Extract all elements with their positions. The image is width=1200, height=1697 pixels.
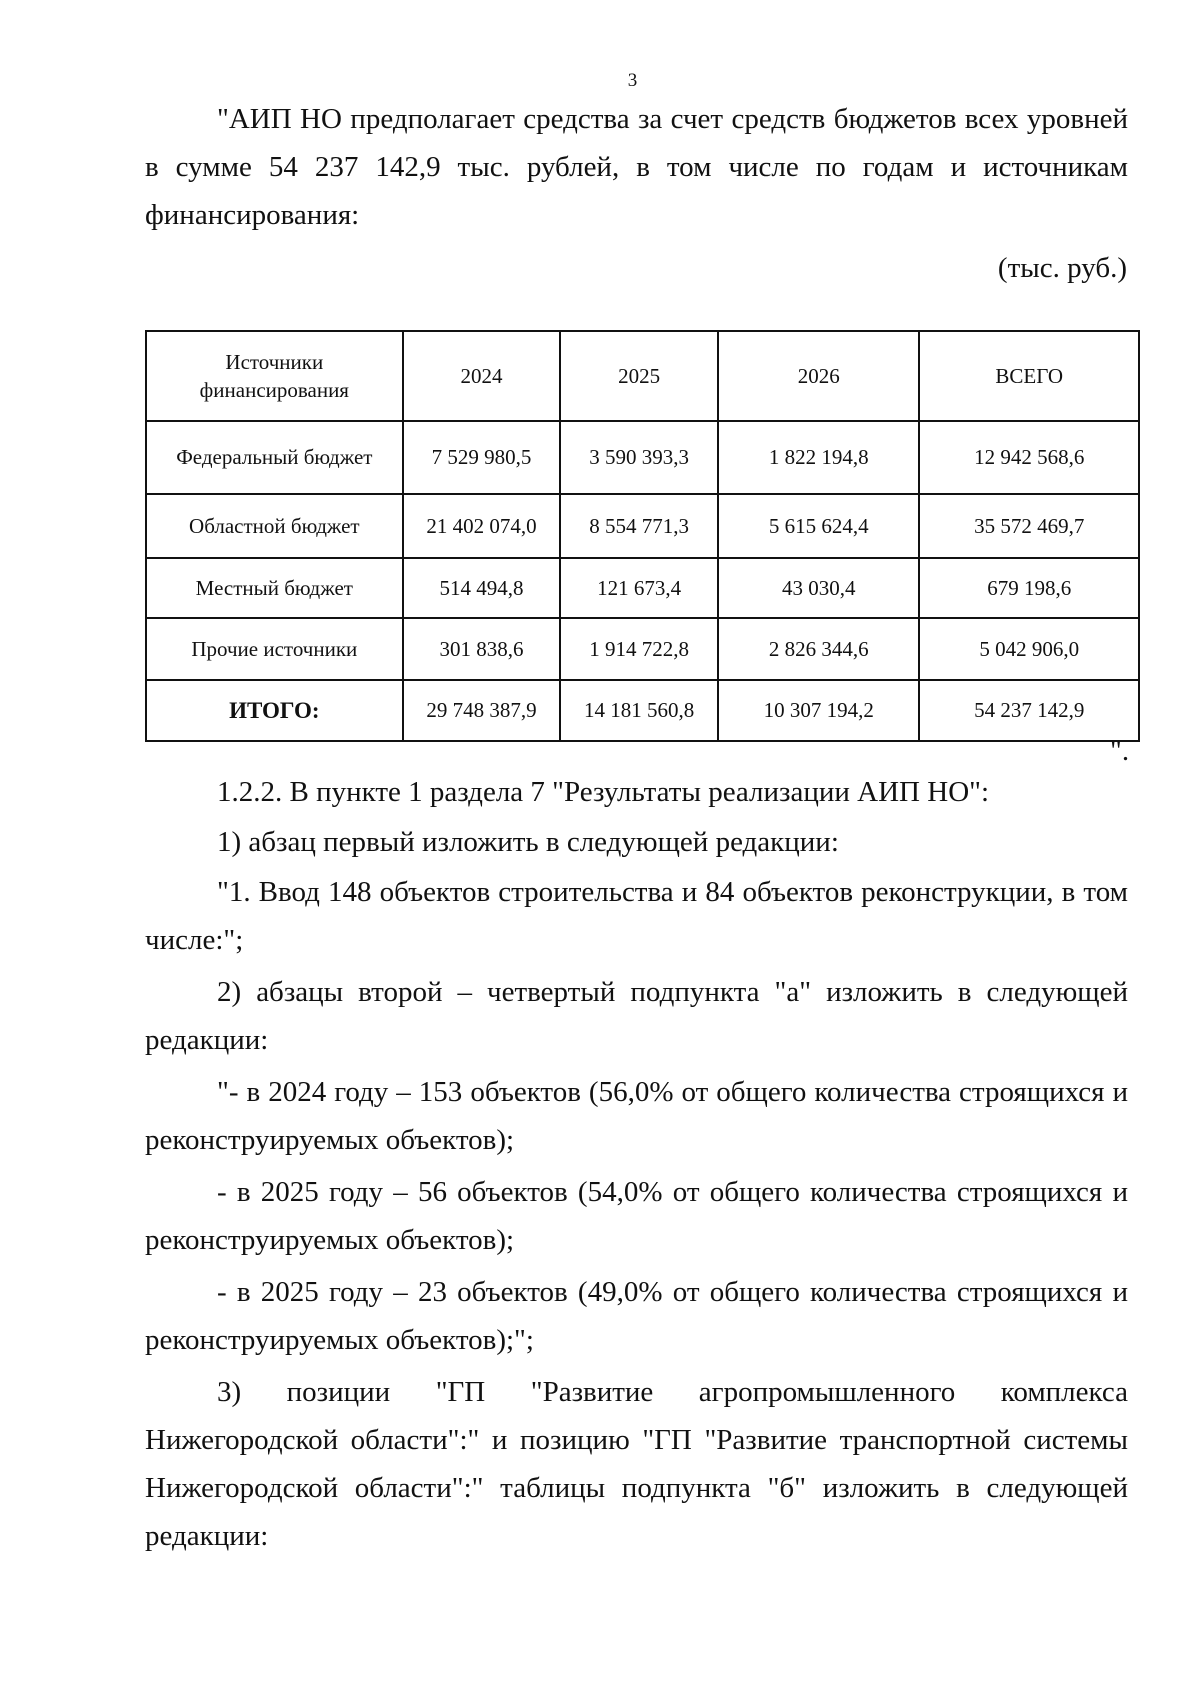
table-cell: 21 402 074,0 xyxy=(403,494,561,558)
row-label: Федеральный бюджет xyxy=(146,421,403,494)
paragraph-item-3: 3) позиции "ГП "Развитие агропромышленного комплекса Нижегородской области":" и позицию "ГП "Развитие транспортной системы Нижегородской области":" таблицы подпункта "б" изложить в следующей редакции: xyxy=(145,1376,1128,1552)
table-cell: 8 554 771,3 xyxy=(560,494,718,558)
table-cell: 1 914 722,8 xyxy=(560,618,718,680)
paragraph-item-2: 2) абзацы второй – четвертый подпункта "а" изложить в следующей редакции: xyxy=(145,976,1128,1056)
table-cell: 3 590 393,3 xyxy=(560,421,718,494)
table-cell: 2 826 344,6 xyxy=(718,618,920,680)
table-cell: 301 838,6 xyxy=(403,618,561,680)
paragraph-quote-1: "1. Ввод 148 объектов строительства и 84 объектов реконструкции, в том числе:"; xyxy=(145,876,1128,956)
header-cell: ВСЕГО xyxy=(919,331,1139,421)
table-row xyxy=(146,494,1139,558)
row-label: Областной бюджет xyxy=(146,494,403,558)
table-cell: 35 572 469,7 xyxy=(919,494,1139,558)
paragraph-year-2024: "- в 2024 году – 153 объектов (56,0% от общего количества строящихся и реконструируемых объектов); xyxy=(145,1076,1128,1156)
total-label: ИТОГО: xyxy=(146,680,403,741)
paragraph-year-2025-a: - в 2025 году – 56 объектов (54,0% от общего количества строящихся и реконструируемых объектов); xyxy=(145,1176,1128,1256)
units-label: (тыс. руб.) xyxy=(997,252,1127,284)
row-label: Прочие источники xyxy=(146,618,403,680)
intro-paragraph: "АИП НО предполагает средства за счет средств бюджетов всех уровней в сумме 54 237 142,9 тыс. рублей, в том числе по годам и источникам финансирования: xyxy=(145,103,1128,231)
table-cell: 679 198,6 xyxy=(919,558,1139,618)
table-cell: 43 030,4 xyxy=(718,558,920,618)
table-header-row xyxy=(146,331,1139,421)
table-row xyxy=(146,421,1139,494)
table-cell: 7 529 980,5 xyxy=(403,421,561,494)
paragraph-1-2-2: 1.2.2. В пункте 1 раздела 7 "Результаты реализации АИП НО": xyxy=(217,776,990,808)
table-cell: 5 615 624,4 xyxy=(718,494,920,558)
row-label: Местный бюджет xyxy=(146,558,403,618)
header-cell: Источники финансирования xyxy=(146,331,403,421)
table-row xyxy=(146,558,1139,618)
table-cell: 29 748 387,9 xyxy=(403,680,561,741)
table-cell: 121 673,4 xyxy=(560,558,718,618)
table-cell: 514 494,8 xyxy=(403,558,561,618)
table-cell: 12 942 568,6 xyxy=(919,421,1139,494)
header-cell: 2025 xyxy=(560,331,718,421)
table-cell: 1 822 194,8 xyxy=(718,421,920,494)
header-cell: 2024 xyxy=(403,331,561,421)
header-cell: 2026 xyxy=(718,331,920,421)
table-cell: 14 181 560,8 xyxy=(560,680,718,741)
paragraph-item-1: 1) абзац первый изложить в следующей редакции: xyxy=(217,826,839,858)
table-closing-quote: ". xyxy=(1110,735,1130,767)
table-total-row xyxy=(146,680,1139,741)
table-cell: 10 307 194,2 xyxy=(718,680,920,741)
table-cell: 5 042 906,0 xyxy=(919,618,1139,680)
financing-table xyxy=(145,330,1140,742)
table-cell: 54 237 142,9 xyxy=(919,680,1139,741)
page-number: 3 xyxy=(627,70,638,91)
table-row xyxy=(146,618,1139,680)
paragraph-year-2025-b: - в 2025 году – 23 объектов (49,0% от общего количества строящихся и реконструируемых объектов);"; xyxy=(145,1276,1128,1356)
